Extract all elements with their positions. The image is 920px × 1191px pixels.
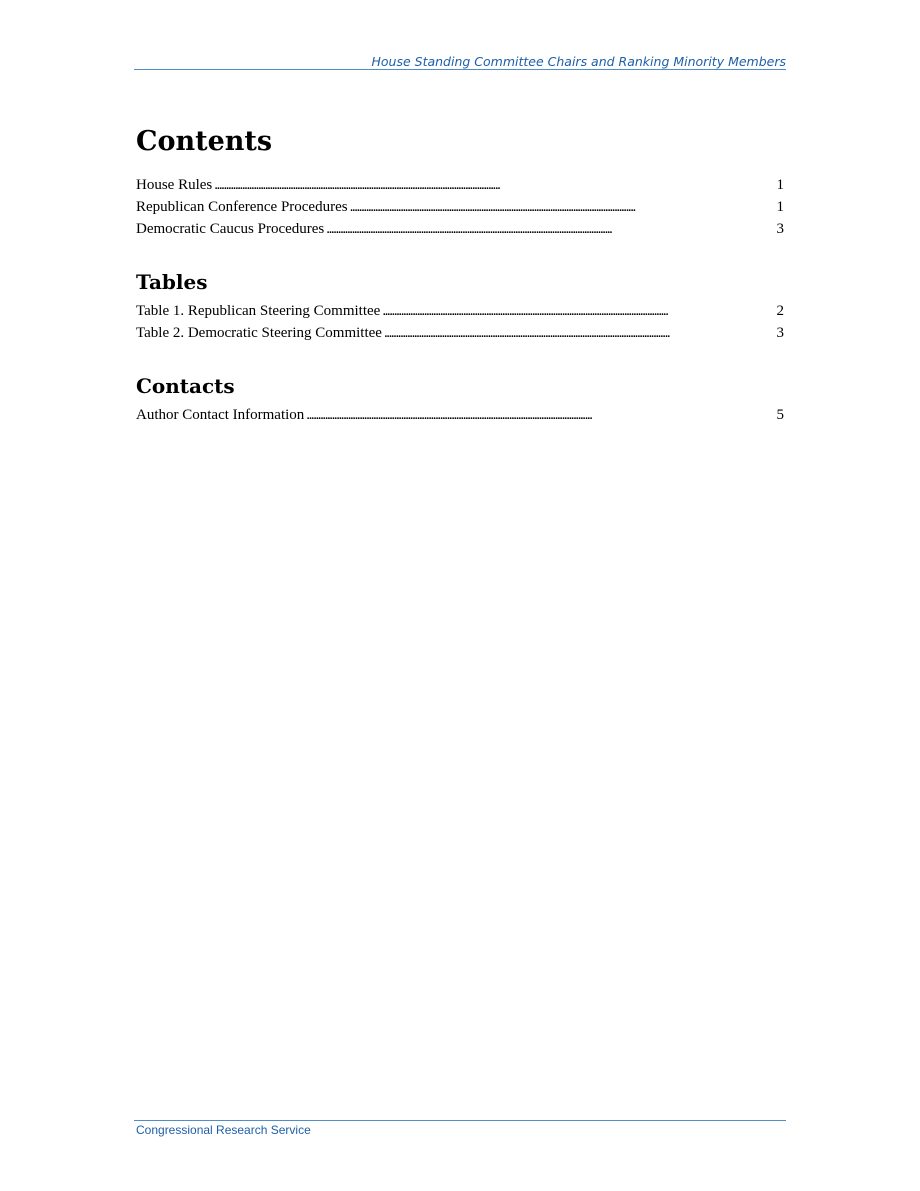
footer-organization: Congressional Research Service [136, 1123, 311, 1137]
table-of-contents [136, 124, 784, 426]
toc-entry-author-contact[interactable] [136, 404, 784, 426]
toc-entry-label: Table 1. Republican Steering Committee [136, 303, 381, 319]
toc-entry-label: Author Contact Information [136, 407, 305, 423]
toc-entry-page: 2 [776, 303, 784, 319]
toc-entry-republican-conference[interactable] [136, 196, 784, 218]
dot-leader [214, 174, 774, 196]
header-rule [134, 69, 786, 70]
dot-leader [382, 300, 774, 322]
tables-list [136, 300, 784, 344]
toc-entry-page: 1 [776, 177, 784, 193]
toc-entry-house-rules[interactable] [136, 174, 784, 196]
contacts-list [136, 404, 784, 426]
tables-heading: Tables [136, 270, 208, 294]
contents-list [136, 174, 784, 240]
dot-leader [350, 196, 775, 218]
toc-entry-label: Table 2. Democratic Steering Committee [136, 325, 382, 341]
toc-entry-table-1[interactable] [136, 300, 784, 322]
contents-heading: Contents [136, 126, 273, 157]
toc-entry-page: 3 [776, 221, 784, 237]
toc-entry-label: Republican Conference Procedures [136, 199, 348, 215]
toc-entry-table-2[interactable] [136, 322, 784, 344]
contacts-heading: Contacts [136, 374, 235, 398]
toc-entry-page: 3 [776, 325, 784, 341]
toc-entry-page: 1 [776, 199, 784, 215]
footer-rule [134, 1120, 786, 1121]
toc-entry-label: House Rules [136, 177, 213, 193]
running-header: House Standing Committee Chairs and Ranking Minority Members [371, 54, 786, 69]
dot-leader [326, 218, 774, 240]
dot-leader [306, 404, 774, 426]
dot-leader [384, 322, 775, 344]
toc-entry-label: Democratic Caucus Procedures [136, 221, 325, 237]
toc-entry-democratic-caucus[interactable] [136, 218, 784, 240]
toc-entry-page: 5 [776, 407, 784, 423]
